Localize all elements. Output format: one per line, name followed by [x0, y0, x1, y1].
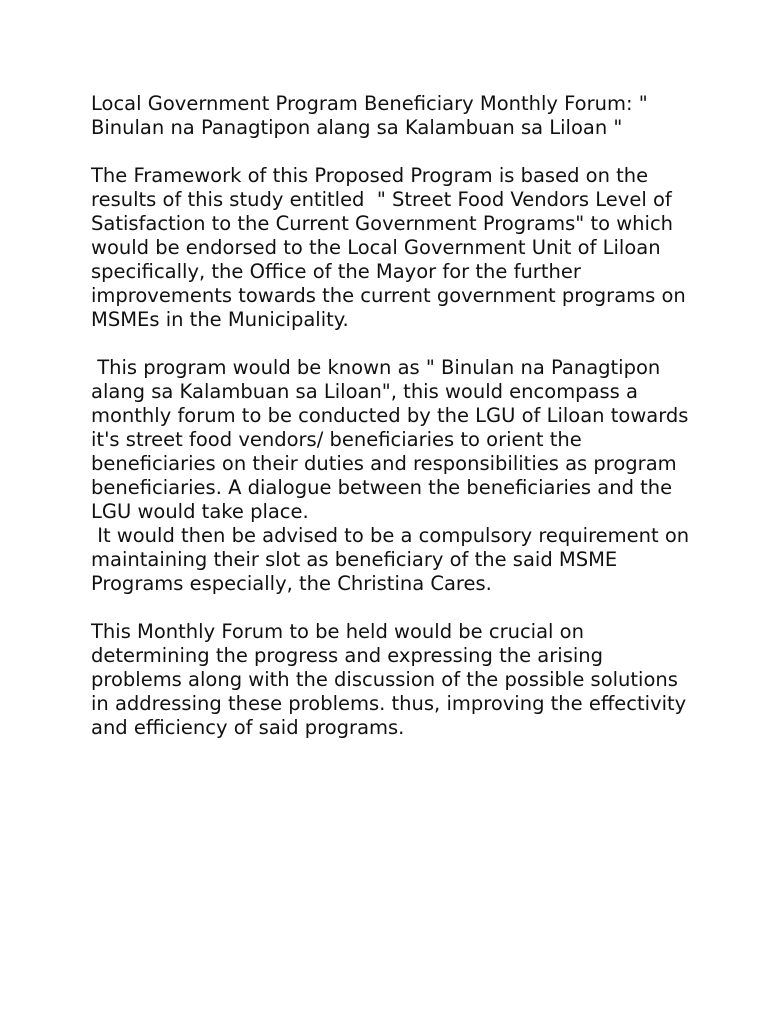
paragraph-requirement: It would then be advised to be a compulsory requirement on maintaining their slot as beneficiary of the said MSME Programs especially, the Christina Cares.	[91, 524, 696, 595]
document-title: Local Government Program Beneficiary Monthly Forum: " Binulan na Panagtipon alang sa Kalambuan sa Liloan "	[91, 92, 654, 139]
paragraph-forum-importance: This Monthly Forum to be held would be crucial on determining the progress and expressing the arising problems along with the discussion of the possible solutions in addressing these problems. thus, improving the effectivity and efficiency of said programs.	[91, 620, 693, 739]
paragraph-program-description: This program would be known as " Binulan na Panagtipon alang sa Kalambuan sa Liloan", this would encompass a monthly forum to be conducted by the LGU of Liloan towards it's street food vendors/ beneficiaries to orient the beneficiaries on their duties and responsibilities as program beneficiaries. A dialogue between the beneficiaries and the LGU would take place.	[91, 356, 695, 523]
document-body	[91, 92, 696, 740]
paragraph-framework: The Framework of this Proposed Program is based on the results of this study entitled " Street Food Vendors Level of Satisfaction to the Current Government Programs" to which would be endorsed to the Local Government Unit of Liloan specifically, the Office of the Mayor for the further improvements towards the current government programs on MSMEs in the Municipality.	[91, 164, 692, 331]
